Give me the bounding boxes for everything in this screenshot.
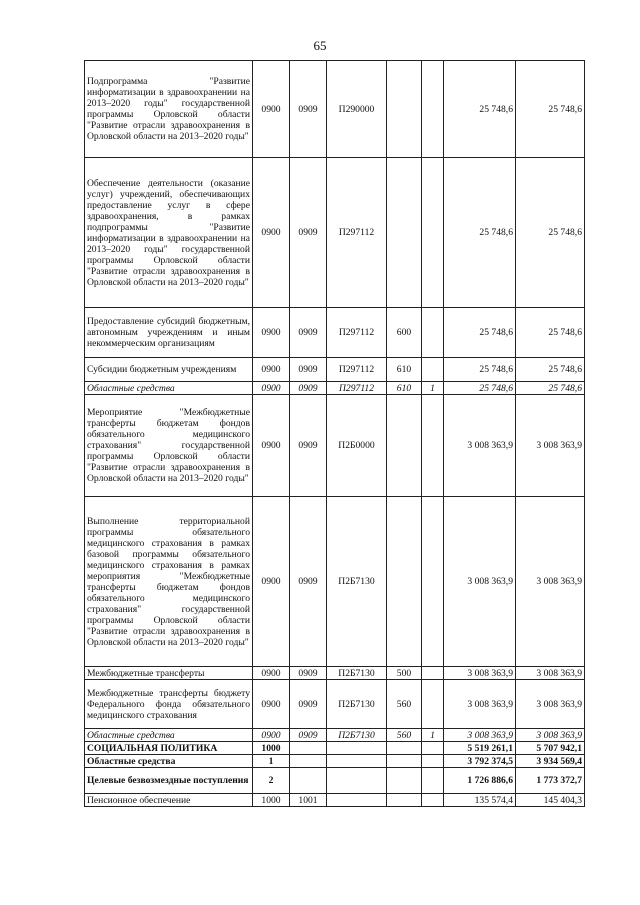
row-name: Подпрограмма "Развитие информатизации в здравоохранении на 2013–2020 годы" государственной программы Орловской области "Развитие отрасли здравоохранения в Орловской области на 2013–2020 годы" bbox=[85, 61, 253, 158]
row-subsection: 0909 bbox=[290, 680, 327, 729]
table-row bbox=[85, 768, 585, 794]
row-subsection: 0909 bbox=[290, 497, 327, 667]
row-subsection: 0909 bbox=[290, 729, 327, 742]
row-value-year-2: 3 008 363,9 bbox=[516, 395, 585, 497]
row-name: СОЦИАЛЬНАЯ ПОЛИТИКА bbox=[85, 742, 253, 755]
row-value-year-1: 25 748,6 bbox=[444, 358, 516, 382]
row-value-year-1: 3 792 374,5 bbox=[444, 755, 516, 768]
row-value-year-1: 3 008 363,9 bbox=[444, 667, 516, 680]
row-funding-source bbox=[422, 742, 444, 755]
row-funding-source bbox=[422, 395, 444, 497]
row-target-article: П297112 bbox=[327, 308, 387, 358]
row-value-year-2: 3 008 363,9 bbox=[516, 680, 585, 729]
row-section: 0900 bbox=[253, 308, 290, 358]
row-value-year-2: 3 934 569,4 bbox=[516, 755, 585, 768]
row-value-year-1: 25 748,6 bbox=[444, 382, 516, 395]
row-funding-source bbox=[422, 358, 444, 382]
row-value-year-2: 25 748,6 bbox=[516, 61, 585, 158]
row-section: 1 bbox=[253, 755, 290, 768]
row-section: 0900 bbox=[253, 382, 290, 395]
row-subsection: 0909 bbox=[290, 667, 327, 680]
row-name: Мероприятие "Межбюджетные трансферты бюджетам фондов обязательного медицинского страхования" государственной программы Орловской области "Развитие отрасли здравоохранения в Орловской области на 2013–2020 годы" bbox=[85, 395, 253, 497]
row-funding-source bbox=[422, 667, 444, 680]
row-section: 0900 bbox=[253, 158, 290, 308]
row-value-year-2: 25 748,6 bbox=[516, 308, 585, 358]
row-value-year-2: 3 008 363,9 bbox=[516, 729, 585, 742]
row-target-article: П2Б0000 bbox=[327, 395, 387, 497]
row-expense-type bbox=[387, 497, 422, 667]
row-expense-type: 610 bbox=[387, 382, 422, 395]
row-section: 0900 bbox=[253, 497, 290, 667]
row-value-year-2: 25 748,6 bbox=[516, 382, 585, 395]
row-name: Обеспечение деятельности (оказание услуг) учреждений, обеспечивающих предоставление услуг в сфере здравоохранения, в рамках подпрограммы "Развитие информатизации в здравоохранении на 2013–2020 годы" государственной программы Орловской области "Развитие отрасли здравоохранения в Орловской области на 2013–2020 годы" bbox=[85, 158, 253, 308]
row-target-article: П290000 bbox=[327, 61, 387, 158]
row-funding-source bbox=[422, 61, 444, 158]
row-target-article bbox=[327, 742, 387, 755]
row-expense-type bbox=[387, 742, 422, 755]
row-target-article bbox=[327, 768, 387, 794]
row-target-article: П297112 bbox=[327, 358, 387, 382]
row-expense-type bbox=[387, 61, 422, 158]
row-subsection: 0909 bbox=[290, 158, 327, 308]
row-funding-source: 1 bbox=[422, 382, 444, 395]
row-target-article: П2Б7130 bbox=[327, 667, 387, 680]
row-value-year-1: 3 008 363,9 bbox=[444, 680, 516, 729]
row-name: Предоставление субсидий бюджетным, автономным учреждениям и иным некоммерческим организациям bbox=[85, 308, 253, 358]
row-funding-source bbox=[422, 497, 444, 667]
table-row bbox=[85, 308, 585, 358]
row-name: Целевые безвозмездные поступления bbox=[85, 768, 253, 794]
row-section: 0900 bbox=[253, 395, 290, 497]
row-name: Пенсионное обеспечение bbox=[85, 794, 253, 807]
row-section: 1000 bbox=[253, 742, 290, 755]
row-subsection: 0909 bbox=[290, 358, 327, 382]
row-target-article bbox=[327, 794, 387, 807]
page-number: 65 bbox=[313, 38, 327, 53]
row-funding-source bbox=[422, 308, 444, 358]
row-expense-type: 560 bbox=[387, 729, 422, 742]
row-funding-source bbox=[422, 680, 444, 729]
row-name: Областные средства bbox=[85, 382, 253, 395]
row-value-year-1: 3 008 363,9 bbox=[444, 395, 516, 497]
table-row bbox=[85, 729, 585, 742]
row-value-year-2: 25 748,6 bbox=[516, 358, 585, 382]
table-row bbox=[85, 667, 585, 680]
row-expense-type bbox=[387, 395, 422, 497]
row-target-article: П2Б7130 bbox=[327, 680, 387, 729]
row-target-article bbox=[327, 755, 387, 768]
row-value-year-2: 145 404,3 bbox=[516, 794, 585, 807]
row-value-year-1: 25 748,6 bbox=[444, 308, 516, 358]
row-funding-source bbox=[422, 794, 444, 807]
row-section: 2 bbox=[253, 768, 290, 794]
row-subsection: 1001 bbox=[290, 794, 327, 807]
row-name: Областные средства bbox=[85, 755, 253, 768]
table-row bbox=[85, 382, 585, 395]
row-expense-type bbox=[387, 755, 422, 768]
row-value-year-2: 5 707 942,1 bbox=[516, 742, 585, 755]
row-expense-type: 500 bbox=[387, 667, 422, 680]
row-subsection: 0909 bbox=[290, 308, 327, 358]
row-subsection: 0909 bbox=[290, 382, 327, 395]
row-value-year-2: 3 008 363,9 bbox=[516, 667, 585, 680]
table-row bbox=[85, 358, 585, 382]
table-row bbox=[85, 497, 585, 667]
table-row bbox=[85, 158, 585, 308]
table-row bbox=[85, 742, 585, 755]
budget-table bbox=[84, 60, 585, 807]
table-row bbox=[85, 61, 585, 158]
row-target-article: П2Б7130 bbox=[327, 729, 387, 742]
row-expense-type bbox=[387, 794, 422, 807]
row-expense-type: 610 bbox=[387, 358, 422, 382]
row-name: Межбюджетные трансферты bbox=[85, 667, 253, 680]
row-section: 0900 bbox=[253, 680, 290, 729]
row-section: 1000 bbox=[253, 794, 290, 807]
row-section: 0900 bbox=[253, 358, 290, 382]
row-target-article: П297112 bbox=[327, 158, 387, 308]
row-target-article: П2Б7130 bbox=[327, 497, 387, 667]
table-row bbox=[85, 794, 585, 807]
row-subsection: 0909 bbox=[290, 395, 327, 497]
row-expense-type: 560 bbox=[387, 680, 422, 729]
row-section: 0900 bbox=[253, 61, 290, 158]
row-target-article: П297112 bbox=[327, 382, 387, 395]
row-name: Выполнение территориальной программы обязательного медицинского страхования в рамках базовой программы обязательного медицинского страхования в рамках мероприятия "Межбюджетные трансферты бюджетам фондов обязательного медицинского страхования" государственной программы Орловской области "Развитие отрасли здравоохранения в Орловской области на 2013–2020 годы" bbox=[85, 497, 253, 667]
row-expense-type bbox=[387, 768, 422, 794]
row-section: 0900 bbox=[253, 667, 290, 680]
row-value-year-1: 25 748,6 bbox=[444, 158, 516, 308]
table-row bbox=[85, 680, 585, 729]
row-value-year-2: 25 748,6 bbox=[516, 158, 585, 308]
row-expense-type: 600 bbox=[387, 308, 422, 358]
row-funding-source bbox=[422, 755, 444, 768]
row-value-year-1: 3 008 363,9 bbox=[444, 497, 516, 667]
row-value-year-1: 1 726 886,6 bbox=[444, 768, 516, 794]
row-subsection bbox=[290, 768, 327, 794]
row-name: Межбюджетные трансферты бюджету Федерального фонда обязательного медицинского страхования bbox=[85, 680, 253, 729]
row-value-year-1: 135 574,4 bbox=[444, 794, 516, 807]
row-subsection bbox=[290, 742, 327, 755]
row-value-year-1: 3 008 363,9 bbox=[444, 729, 516, 742]
row-name: Субсидии бюджетным учреждениям bbox=[85, 358, 253, 382]
row-subsection: 0909 bbox=[290, 61, 327, 158]
row-subsection bbox=[290, 755, 327, 768]
table-row bbox=[85, 755, 585, 768]
row-value-year-1: 5 519 261,1 bbox=[444, 742, 516, 755]
row-value-year-2: 1 773 372,7 bbox=[516, 768, 585, 794]
table-row bbox=[85, 395, 585, 497]
row-funding-source: 1 bbox=[422, 729, 444, 742]
row-value-year-2: 3 008 363,9 bbox=[516, 497, 585, 667]
row-value-year-1: 25 748,6 bbox=[444, 61, 516, 158]
row-name: Областные средства bbox=[85, 729, 253, 742]
row-funding-source bbox=[422, 768, 444, 794]
row-section: 0900 bbox=[253, 729, 290, 742]
row-expense-type bbox=[387, 158, 422, 308]
row-funding-source bbox=[422, 158, 444, 308]
